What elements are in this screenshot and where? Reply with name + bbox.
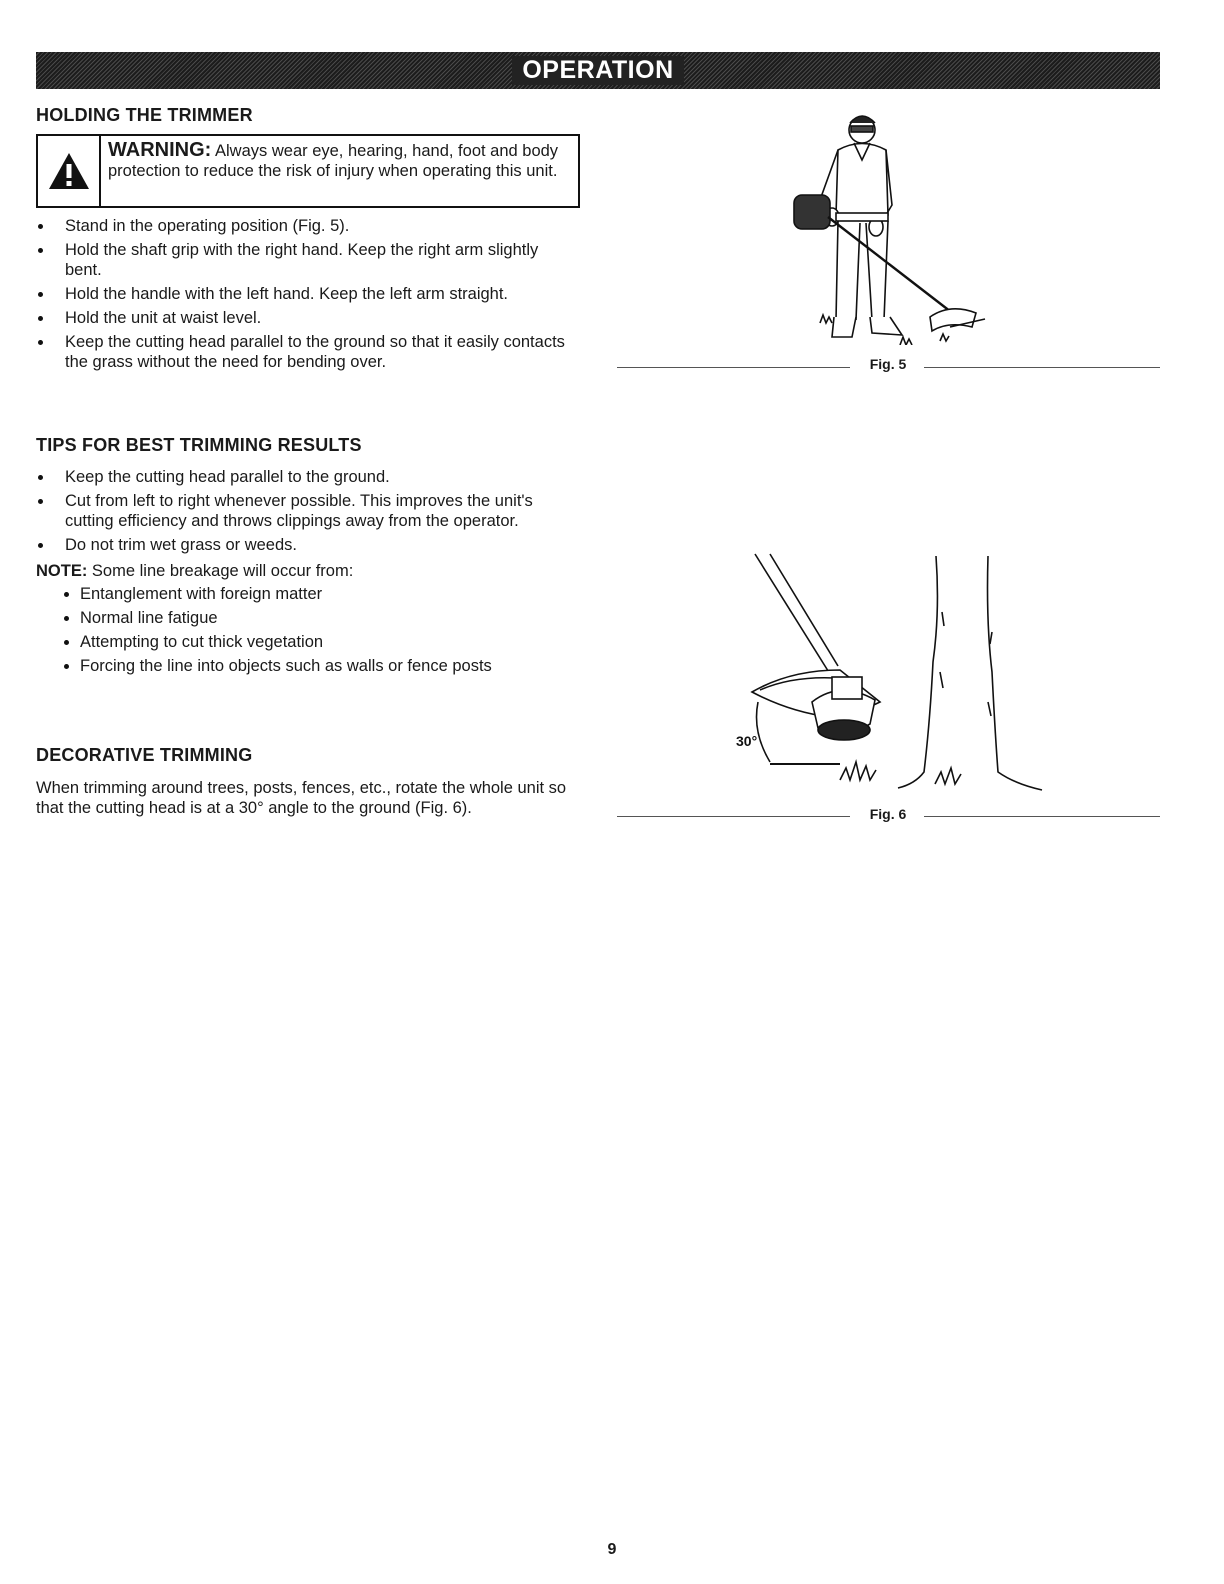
fig5-rule-left [617,367,850,368]
fig5-operator-illustration [780,105,1020,345]
list-item: Hold the shaft grip with the right hand. Keep the right arm slightly bent. [36,240,576,280]
warning-label: WARNING: [108,139,212,161]
fig6-tree-trimming-illustration [730,552,1050,802]
heading-decorative: DECORATIVE TRIMMING [36,745,253,765]
heading-holding-trimmer: HOLDING THE TRIMMER [36,105,253,125]
list-item: Keep the cutting head parallel to the ground so that it easily contacts the grass without the need for bending over. [36,332,576,372]
fig6-angle-label: 30° [736,733,758,749]
section-banner [36,52,1160,89]
list-item: Stand in the operating position (Fig. 5). [36,216,576,236]
holding-bullet-list [36,216,576,376]
banner-title: OPERATION [512,56,683,85]
fig6-rule-left [617,816,850,817]
fig6-rule-right [924,816,1160,817]
note-text: Some line breakage will occur from: [87,562,354,580]
list-item: Cut from left to right whenever possible. This improves the unit's cutting efficiency and throws clippings away from the operator. [36,491,576,531]
note-line [36,561,353,581]
list-item: Hold the handle with the left hand. Keep the left arm straight. [36,284,576,304]
list-item: Keep the cutting head parallel to the ground. [36,467,576,487]
tips-bullet-list [36,467,576,559]
list-item: Forcing the line into objects such as walls or fence posts [62,656,492,676]
list-item: Normal line fatigue [62,608,492,628]
fig6-caption: Fig. 6 [869,806,907,822]
warning-text [101,136,578,206]
list-item: Do not trim wet grass or weeds. [36,535,576,555]
fig5-caption: Fig. 5 [869,356,907,372]
heading-tips: TIPS FOR BEST TRIMMING RESULTS [36,435,362,455]
fig5-rule-right [924,367,1160,368]
decorative-text: When trimming around trees, posts, fences, etc., rotate the whole unit so that the cutting head is at a 30° angle to the ground (Fig. 6). [36,779,567,817]
note-sub-list [62,584,492,680]
page-number: 9 [607,1541,617,1558]
warning-icon-cell [38,136,101,206]
list-item: Attempting to cut thick vegetation [62,632,492,652]
note-label: NOTE: [36,562,88,580]
list-item: Hold the unit at waist level. [36,308,576,328]
warning-body: Always wear eye, hearing, hand, foot and body protection to reduce the risk of injury when operating this unit. [108,142,559,180]
warning-triangle-icon [47,151,91,191]
warning-box [36,134,580,208]
list-item: Entanglement with foreign matter [62,584,492,604]
